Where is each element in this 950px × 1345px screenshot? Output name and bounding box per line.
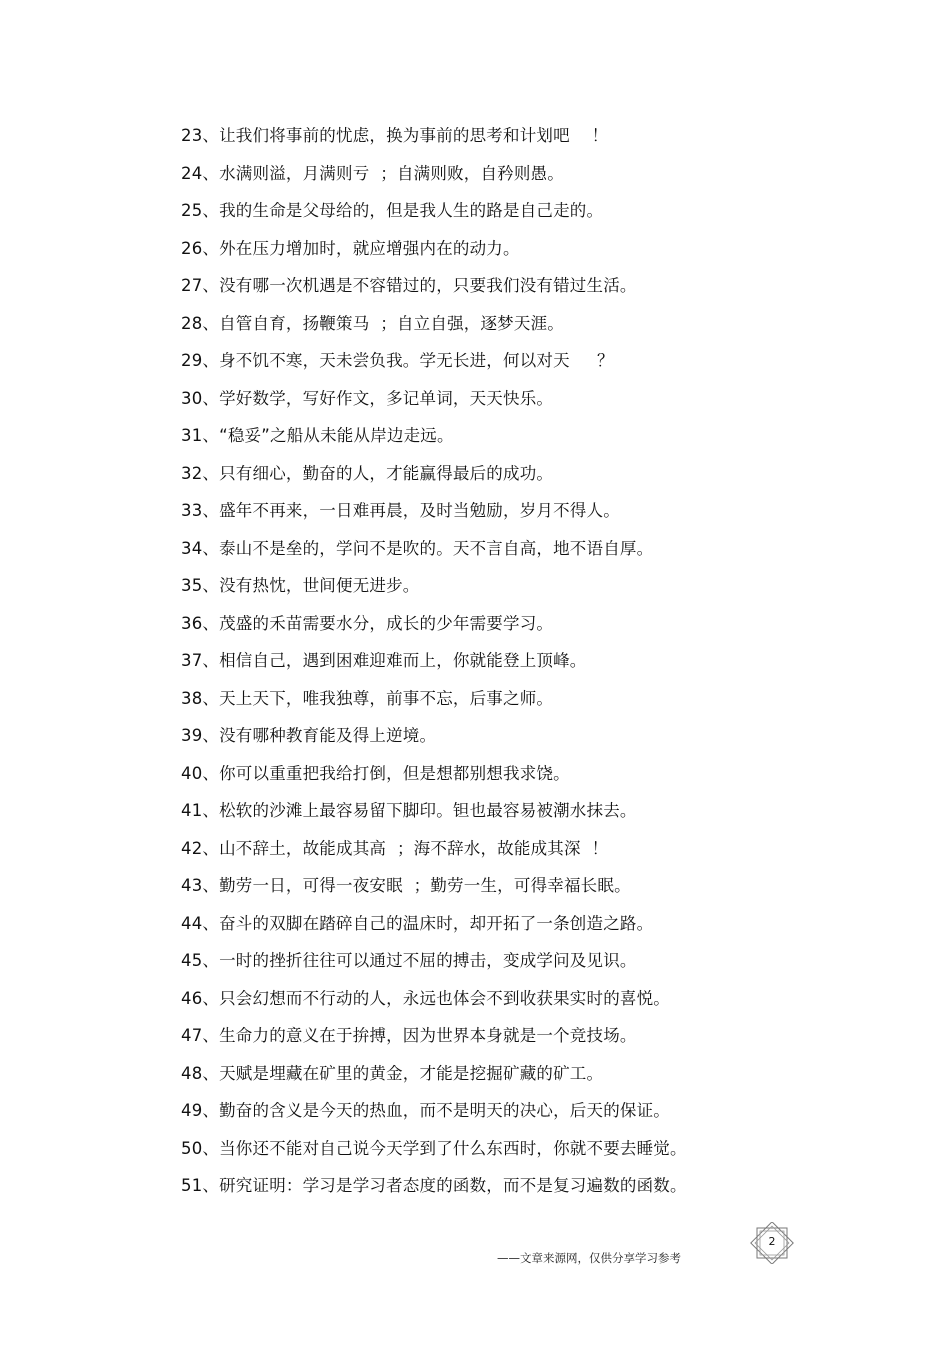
quote-line: 24、水满则溢，月满则亏 ；自满则败，自矜则愚。 [181,163,564,183]
quote-line: 37、相信自己，遇到困难迎难而上，你就能登上顶峰。 [181,651,587,670]
quote-line: 44、奋斗的双脚在踏碎自己的温床时，却开拓了一条创造之路。 [181,913,654,933]
quote-line: 31、“稳妥”之船从未能从岸边走远。 [181,426,454,445]
source-note: ——文章来源网，仅供分享学习参考 [497,1251,681,1265]
quote-line: 42、山不辞土，故能成其高 ；海不辞水，故能成其深 ！ [181,838,609,858]
quote-line: 30、学好数学，写好作文，多记单词，天天快乐。 [181,388,554,408]
quote-line: 51、研究证明：学习是学习者态度的函数，而不是复习遍数的函数。 [181,1176,687,1195]
quote-line: 49、勤奋的含义是今天的热血，而不是明天的决心，后天的保证。 [181,1101,670,1120]
quote-line: 33、盛年不再来，一日难再晨，及时当勉励，岁月不得人。 [181,501,620,520]
quote-line: 50、当你还不能对自己说今天学到了什么东西时，你就不要去睡觉。 [181,1138,687,1158]
quote-line: 25、我的生命是父母给的，但是我人生的路是自己走的。 [181,201,604,220]
page-number: 2 [768,1235,776,1248]
quote-line: 35、没有热忱，世间便无进步。 [181,576,420,595]
quote-line: 43、勤劳一日，可得一夜安眠 ；勤劳一生，可得幸福长眠。 [181,876,631,895]
quote-line: 39、没有哪种教育能及得上逆境。 [181,726,437,745]
quote-line: 36、茂盛的禾苗需要水分，成长的少年需要学习。 [181,613,554,633]
quote-line: 23、让我们将事前的忧虑，换为事前的思考和计划吧 ！ [181,126,609,145]
quote-list [181,117,901,1205]
page-number-badge [748,1222,796,1264]
quote-line: 48、天赋是埋藏在矿里的黄金，才能是挖掘矿藏的矿工。 [181,1063,604,1083]
quote-line: 41、松软的沙滩上最容易留下脚印。钽也最容易被潮水抹去。 [181,801,637,820]
quote-line: 34、泰山不是垒的，学问不是吹的。天不言自高，地不语自厚。 [181,538,654,558]
quote-line: 32、只有细心，勤奋的人，才能赢得最后的成功。 [181,463,554,483]
quote-line: 46、只会幻想而不行动的人，永远也体会不到收获果实时的喜悦。 [181,988,670,1008]
quote-line: 38、天上天下，唯我独尊，前事不忘，后事之师。 [181,688,554,708]
quote-line: 40、你可以重重把我给打倒，但是想都别想我求饶。 [181,763,570,783]
quote-line: 27、没有哪一次机遇是不容错过的，只要我们没有错过生活。 [181,276,637,295]
quote-line: 28、自管自育，扬鞭策马 ；自立自强，逐梦天涯。 [181,313,564,333]
quote-line: 45、一时的挫折往往可以通过不屈的搏击，变成学问及见识。 [181,951,637,970]
quote-line: 29、身不饥不寒，天未尝负我。学无长进，何以对天 ？ [181,351,614,370]
quote-line: 47、生命力的意义在于拚搏，因为世界本身就是一个竞技场。 [181,1026,637,1045]
quote-line: 26、外在压力增加时，就应增强内在的动力。 [181,238,520,258]
